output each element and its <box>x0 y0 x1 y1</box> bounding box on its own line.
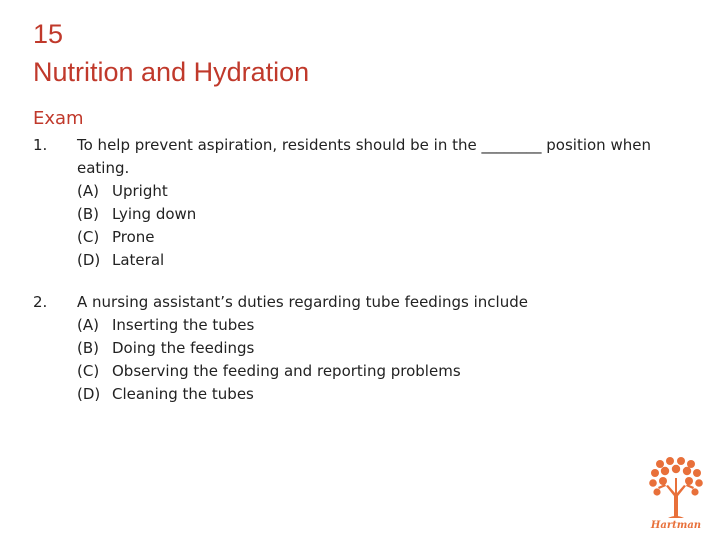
choice-d <box>77 249 693 272</box>
question-2 <box>33 291 693 406</box>
hartman-tree-logo-icon <box>646 456 706 532</box>
question-number: 2. <box>33 293 48 311</box>
chapter-title: Nutrition and Hydration <box>33 57 310 87</box>
question-stem: To help prevent aspiration, residents should be in the ________ position when eating. <box>77 136 651 177</box>
choice-d <box>77 383 693 406</box>
choice-b <box>77 203 693 226</box>
choice-b <box>77 337 693 360</box>
choice-text: Inserting the tubes <box>112 316 255 334</box>
choice-a <box>77 314 693 337</box>
question-1 <box>33 134 693 272</box>
choice-text: Cleaning the tubes <box>112 385 254 403</box>
choice-letter: (C) <box>77 228 100 246</box>
choice-c <box>77 360 693 383</box>
choice-letter: (C) <box>77 362 100 380</box>
chapter-number: 15 <box>33 19 64 49</box>
choice-letter: (D) <box>77 385 101 403</box>
choice-text: Lateral <box>112 251 165 269</box>
logo-text: Hartman <box>650 520 702 531</box>
choice-text: Lying down <box>112 205 197 223</box>
choice-letter: (A) <box>77 316 99 334</box>
choice-text: Upright <box>112 182 168 200</box>
question-number: 1. <box>33 136 48 154</box>
choice-text: Doing the feedings <box>112 339 255 357</box>
choice-letter: (D) <box>77 251 101 269</box>
choice-letter: (A) <box>77 182 99 200</box>
choice-letter: (B) <box>77 205 99 223</box>
choice-text: Observing the feeding and reporting problems <box>112 362 461 380</box>
section-title: Exam <box>33 108 84 129</box>
choice-text: Prone <box>112 228 155 246</box>
choice-letter: (B) <box>77 339 99 357</box>
question-stem: A nursing assistant’s duties regarding tube feedings include <box>77 293 528 311</box>
choice-c <box>77 226 693 249</box>
choice-a <box>77 180 693 203</box>
